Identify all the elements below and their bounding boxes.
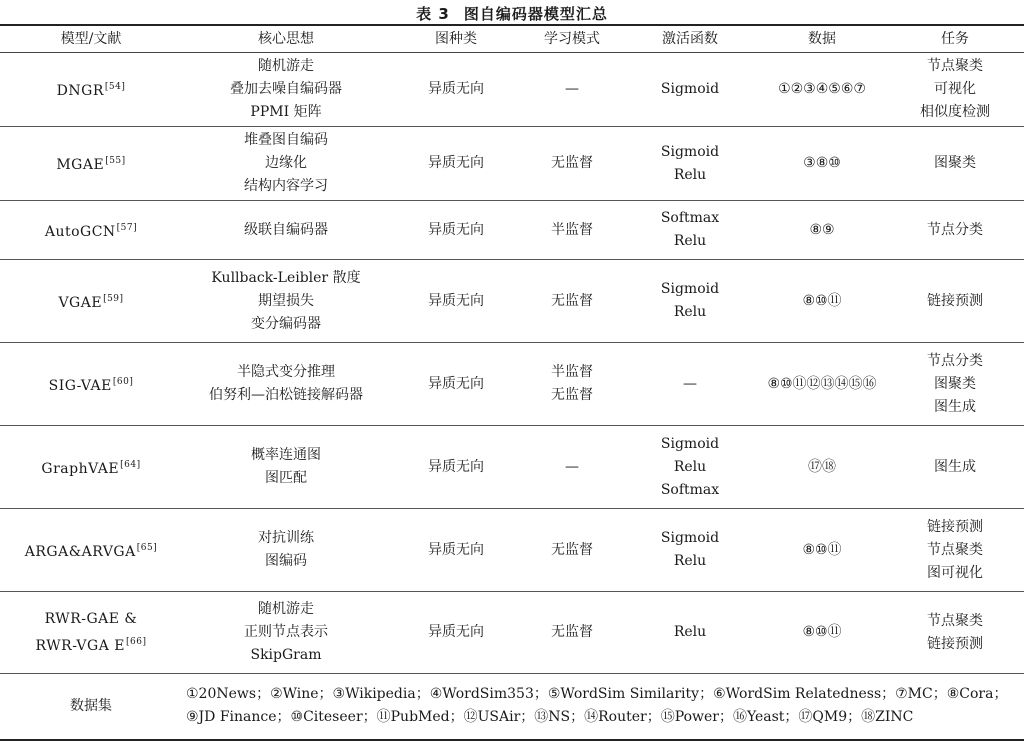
learning-mode-cell bbox=[522, 426, 622, 509]
dataset-line-1: ①20News；②Wine；③Wikipedia；④WordSim353；⑤WordSim Similarity；⑥WordSim Relatedness；⑦MC；⑧Cora； bbox=[186, 686, 1008, 703]
dataset-numbers: ⑧⑩⑪⑫⑬⑭⑮⑯ bbox=[767, 375, 877, 392]
learning-mode-cell bbox=[522, 260, 622, 343]
table-caption bbox=[0, 3, 1024, 24]
model-name: RWR-GAE & bbox=[44, 610, 138, 627]
header-model: 模型/文献 bbox=[0, 25, 182, 53]
model-cell bbox=[0, 127, 182, 201]
data-cell bbox=[758, 426, 886, 509]
graph-type-cell bbox=[390, 201, 522, 260]
data-cell bbox=[758, 343, 886, 426]
core-idea-cell bbox=[182, 201, 390, 260]
learning-mode-line: — bbox=[565, 81, 579, 97]
reference-number: [66] bbox=[125, 636, 147, 647]
learning-mode-cell bbox=[522, 53, 622, 127]
core-idea-cell bbox=[182, 343, 390, 426]
graph-type-text: 异质无向 bbox=[428, 541, 484, 558]
dataset-numbers: ⑧⑩⑪ bbox=[802, 292, 842, 309]
learning-mode-line: 无监督 bbox=[551, 624, 593, 640]
header-data: 数据 bbox=[758, 25, 886, 53]
task-line: 链接预测 bbox=[927, 292, 983, 309]
activation-line: Softmax bbox=[660, 481, 720, 498]
reference-number: [65] bbox=[136, 542, 158, 553]
activation-line: Sigmoid bbox=[660, 435, 720, 452]
task-line: 图可视化 bbox=[927, 564, 983, 581]
core-idea-line: SkipGram bbox=[250, 647, 322, 663]
header-graph-type: 图种类 bbox=[390, 25, 522, 53]
activation-line: Sigmoid bbox=[660, 281, 720, 297]
learning-mode-line: — bbox=[565, 458, 579, 475]
model-name: DNGR bbox=[56, 83, 104, 99]
core-idea-line: 概率连通图 bbox=[251, 447, 321, 463]
dataset-numbers: ⑧⑩⑪ bbox=[802, 624, 842, 640]
task-line: 链接预测 bbox=[927, 518, 983, 535]
table-row bbox=[0, 201, 1024, 260]
core-idea-line: 级联自编码器 bbox=[244, 221, 328, 238]
activation-line: Relu bbox=[673, 624, 707, 640]
graph-type-text: 异质无向 bbox=[428, 221, 484, 238]
core-idea-line: 随机游走 bbox=[258, 58, 314, 74]
header-task: 任务 bbox=[886, 25, 1024, 53]
model-name: ARGA&ARVGA bbox=[24, 543, 136, 560]
activation-line: Sigmoid bbox=[660, 143, 720, 160]
learning-mode-cell bbox=[522, 201, 622, 260]
learning-mode-line: 半监督 bbox=[551, 221, 593, 238]
graph-type-cell bbox=[390, 127, 522, 201]
table-row bbox=[0, 592, 1024, 674]
table-row bbox=[0, 426, 1024, 509]
activation-cell bbox=[622, 509, 758, 592]
task-line: 图生成 bbox=[934, 458, 976, 475]
activation-line: Relu bbox=[673, 166, 707, 183]
core-idea-line: 半隐式变分推理 bbox=[237, 364, 335, 380]
learning-mode-cell bbox=[522, 509, 622, 592]
graph-type-cell bbox=[390, 426, 522, 509]
data-cell bbox=[758, 592, 886, 674]
table-row bbox=[0, 343, 1024, 426]
activation-cell bbox=[622, 127, 758, 201]
caption-label: 表 3 bbox=[416, 5, 450, 23]
task-line: 图生成 bbox=[934, 398, 976, 415]
core-idea-cell bbox=[182, 426, 390, 509]
core-idea-cell bbox=[182, 592, 390, 674]
activation-line: Sigmoid bbox=[660, 530, 720, 546]
learning-mode-line: 无监督 bbox=[551, 387, 593, 403]
learning-mode-cell bbox=[522, 343, 622, 426]
task-line: 链接预测 bbox=[927, 635, 983, 652]
task-line: 节点分类 bbox=[927, 221, 983, 238]
core-idea-line: Kullback-Leibler 散度 bbox=[211, 269, 361, 286]
model-name-line bbox=[0, 608, 182, 631]
core-idea-line: 边缘化 bbox=[265, 155, 307, 171]
activation-cell bbox=[622, 260, 758, 343]
activation-line: Relu bbox=[673, 233, 707, 249]
learning-mode-cell bbox=[522, 127, 622, 201]
learning-mode-line: 无监督 bbox=[551, 155, 593, 171]
model-cell bbox=[0, 592, 182, 674]
task-cell bbox=[886, 260, 1024, 343]
task-line: 节点分类 bbox=[927, 352, 983, 369]
model-name: AutoGCN bbox=[44, 223, 116, 240]
model-name-2: RWR-VGA E bbox=[35, 637, 125, 654]
task-line: 节点聚类 bbox=[927, 612, 983, 629]
activation-line: Relu bbox=[673, 458, 707, 475]
dataset-numbers: ⑧⑨ bbox=[809, 221, 835, 238]
reference-number: [59] bbox=[103, 293, 124, 304]
model-name-line bbox=[0, 150, 182, 177]
model-cell bbox=[0, 53, 182, 127]
core-idea-line: 图匹配 bbox=[265, 470, 307, 486]
activation-cell bbox=[622, 426, 758, 509]
task-cell bbox=[886, 127, 1024, 201]
dataset-numbers: ⑰⑱ bbox=[808, 458, 836, 475]
core-idea-line: 随机游走 bbox=[258, 601, 314, 617]
core-idea-line: 对抗训练 bbox=[258, 530, 314, 546]
model-name: VGAE bbox=[58, 294, 103, 311]
model-cell bbox=[0, 343, 182, 426]
activation-line: Relu bbox=[673, 553, 707, 569]
reference-number: [55] bbox=[105, 156, 126, 166]
table-row bbox=[0, 53, 1024, 127]
activation-line: Relu bbox=[673, 304, 707, 320]
task-cell bbox=[886, 343, 1024, 426]
model-name-line bbox=[0, 217, 182, 244]
dataset-list bbox=[182, 674, 1024, 740]
graph-type-cell bbox=[390, 509, 522, 592]
graph-type-text: 异质无向 bbox=[428, 624, 484, 640]
task-line: 节点聚类 bbox=[927, 58, 983, 74]
model-name-line bbox=[0, 537, 182, 564]
core-idea-line: 叠加去噪自编码器 bbox=[230, 81, 342, 97]
model-cell bbox=[0, 260, 182, 343]
task-line: 节点聚类 bbox=[927, 541, 983, 558]
learning-mode-line: 无监督 bbox=[551, 292, 593, 309]
activation-cell bbox=[622, 343, 758, 426]
graph-type-cell bbox=[390, 260, 522, 343]
activation-cell bbox=[622, 53, 758, 127]
model-cell bbox=[0, 426, 182, 509]
core-idea-line: 图编码 bbox=[265, 553, 307, 569]
model-cell bbox=[0, 509, 182, 592]
core-idea-line: 正则节点表示 bbox=[244, 624, 328, 640]
header-core-idea: 核心思想 bbox=[182, 25, 390, 53]
graph-type-text: 异质无向 bbox=[428, 155, 484, 171]
graph-type-cell bbox=[390, 53, 522, 127]
dataset-label: 数据集 bbox=[0, 674, 182, 740]
task-line: 相似度检测 bbox=[920, 104, 990, 120]
task-cell bbox=[886, 509, 1024, 592]
dataset-numbers: ③⑧⑩ bbox=[803, 155, 841, 171]
table-row bbox=[0, 509, 1024, 592]
dataset-numbers: ⑧⑩⑪ bbox=[802, 541, 842, 558]
model-name: GraphVAE bbox=[41, 460, 120, 477]
graph-type-cell bbox=[390, 592, 522, 674]
core-idea-line: PPMI 矩阵 bbox=[250, 104, 322, 120]
data-cell bbox=[758, 509, 886, 592]
data-cell bbox=[758, 260, 886, 343]
core-idea-line: 结构内容学习 bbox=[244, 178, 328, 194]
reference-number: [54] bbox=[104, 82, 126, 92]
model-name-line bbox=[0, 371, 182, 398]
activation-cell bbox=[622, 201, 758, 260]
model-name-line bbox=[0, 76, 182, 103]
activation-line: — bbox=[683, 375, 697, 392]
reference-number: [57] bbox=[116, 222, 138, 233]
core-idea-line: 变分编码器 bbox=[251, 315, 321, 332]
core-idea-cell bbox=[182, 127, 390, 201]
data-cell bbox=[758, 127, 886, 201]
table-row bbox=[0, 127, 1024, 201]
task-line: 图聚类 bbox=[934, 375, 976, 392]
data-cell bbox=[758, 53, 886, 127]
task-line: 图聚类 bbox=[934, 155, 976, 171]
data-cell bbox=[758, 201, 886, 260]
graph-type-text: 异质无向 bbox=[428, 81, 484, 97]
table-row bbox=[0, 260, 1024, 343]
dataset-numbers: ①②③④⑤⑥⑦ bbox=[778, 81, 866, 97]
model-cell bbox=[0, 201, 182, 260]
core-idea-line: 伯努利—泊松链接解码器 bbox=[209, 387, 363, 403]
core-idea-line: 期望损失 bbox=[258, 292, 314, 309]
learning-mode-line: 半监督 bbox=[551, 364, 593, 380]
header-activation: 激活函数 bbox=[622, 25, 758, 53]
task-cell bbox=[886, 592, 1024, 674]
task-cell bbox=[886, 201, 1024, 260]
header-learning-mode: 学习模式 bbox=[522, 25, 622, 53]
task-cell bbox=[886, 426, 1024, 509]
core-idea-cell bbox=[182, 53, 390, 127]
caption-title: 图自编码器模型汇总 bbox=[463, 5, 608, 23]
graph-type-cell bbox=[390, 343, 522, 426]
dataset-line-2: ⑨JD Finance；⑩Citeseer；⑪PubMed；⑫USAir；⑬NS；⑭Router；⑮Power；⑯Yeast；⑰QM9；⑱ZINC bbox=[186, 709, 914, 726]
task-cell bbox=[886, 53, 1024, 127]
core-idea-cell bbox=[182, 509, 390, 592]
core-idea-line: 堆叠图自编码 bbox=[244, 132, 328, 148]
model-name-line bbox=[0, 631, 182, 658]
summary-table bbox=[0, 24, 1024, 741]
dataset-row bbox=[0, 674, 1024, 740]
learning-mode-cell bbox=[522, 592, 622, 674]
model-name-line bbox=[0, 454, 182, 481]
activation-cell bbox=[622, 592, 758, 674]
model-name: SIG-VAE bbox=[48, 377, 112, 394]
model-name: MGAE bbox=[56, 157, 105, 173]
model-name-line bbox=[0, 288, 182, 315]
graph-type-text: 异质无向 bbox=[428, 292, 484, 309]
reference-number: [64] bbox=[120, 459, 141, 470]
task-line: 可视化 bbox=[934, 81, 976, 97]
header-row bbox=[0, 25, 1024, 53]
activation-line: Sigmoid bbox=[660, 81, 720, 97]
core-idea-cell bbox=[182, 260, 390, 343]
graph-type-text: 异质无向 bbox=[428, 375, 484, 392]
reference-number: [60] bbox=[112, 376, 134, 387]
activation-line: Softmax bbox=[660, 210, 720, 226]
learning-mode-line: 无监督 bbox=[551, 541, 593, 558]
graph-type-text: 异质无向 bbox=[428, 458, 484, 475]
